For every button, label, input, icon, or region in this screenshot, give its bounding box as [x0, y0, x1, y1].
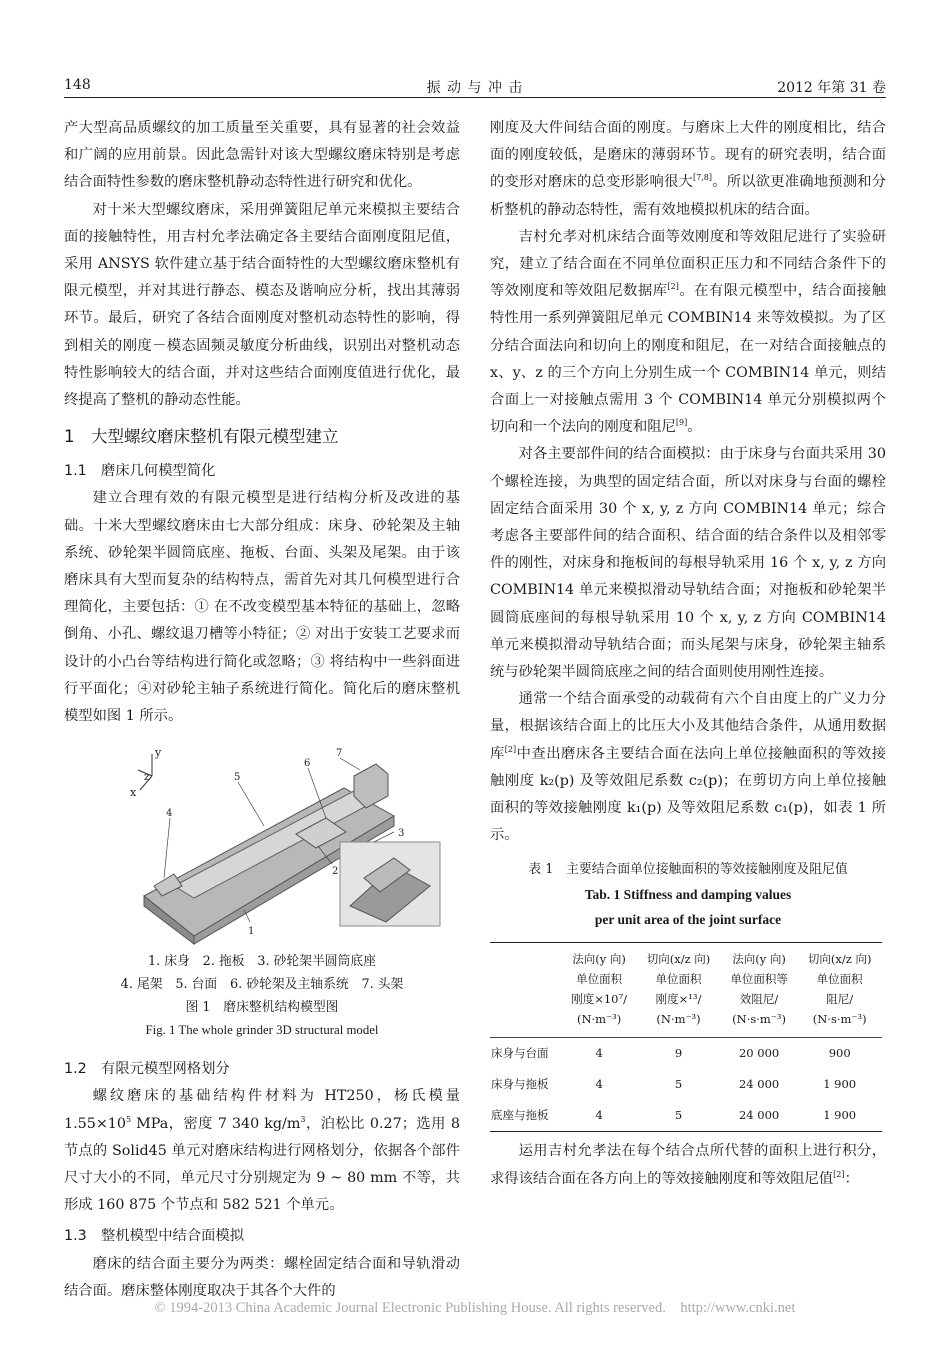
part-label-1: 1: [248, 926, 255, 938]
table-cell: 24 000: [738, 1108, 780, 1123]
table-header-cell: 切向(x/z 向) 单位面积 刚度×¹³/ (N·m⁻³): [646, 952, 711, 1027]
table-cell: 4: [595, 1108, 603, 1123]
table-header-row: [490, 943, 882, 1038]
table-cell: 床身与拖板: [491, 1077, 549, 1092]
table-cell: 4: [595, 1077, 603, 1092]
table-cell: 4: [595, 1046, 603, 1061]
paragraph: 建立合理有效的有限元模型是进行结构分析及改进的基础。十米大型螺纹磨床由七大部分组成：床身、砂轮架及主轴系统、砂轮架半圆筒底座、拖板、台面、头架及尾架。由于该磨床具有大型而复杂的结构特点，需首先对其几何模型进行合理简化，主要包括：① 在不改变模型基本特征的基础上，忽略倒角、小孔、螺纹退刀槽等小特征；② 对出于安装工艺要求而设计的小凸台等结构进行简化或忽略；③ 将结构中一些斜面进行平面化；④对砂轮主轴子系统进行简化。简化后的磨床整机模型如图 1 所示。: [64, 490, 460, 725]
table-row: [490, 1038, 882, 1070]
subsection-heading: 1.1 磨床几何模型简化: [64, 463, 216, 480]
axis-label-x: x: [130, 786, 137, 800]
paragraph: 刚度及大件间结合面的刚度。与磨床上大件的刚度相比，结合面的刚度较低，是磨床的薄弱环节。现有的研究表明，结合面的变形对磨床的总变形影响很大[7,8]。所以欲更准确地预测和分析整机的静动态特性，需有效地模拟机床的结合面。: [490, 120, 886, 218]
part-label-6: 6: [304, 758, 311, 770]
part-label-3: 3: [398, 828, 405, 840]
table-cell: 底座与拖板: [491, 1108, 549, 1123]
table-cell: 5: [674, 1077, 683, 1092]
part-label-4: 4: [166, 808, 173, 820]
table-cell: 9: [674, 1046, 683, 1061]
issue-info: 2012 年第 31 卷: [777, 80, 886, 96]
axis-label-z: z: [144, 770, 150, 784]
paragraph: 吉村允孝对机床结合面等效刚度和等效阻尼进行了实验研究，建立了结合面在不同单位面积正压力和不同结合条件下的等效刚度和等效阻尼数据库[2]。在有限元模型中，结合面接触特性用一系列弹簧阻尼单元 COMBIN14 来等效模拟。为了区分结合面法向和切向上的刚度和阻尼，在一对结合面接触点的 x、y、z 的三个方向上分别生成一个 COMBIN14 单元，则结合面上一对接触点需用 3 个 COMBIN14 单元分别模拟两个切向和一个法向的刚度和阻尼[9]。: [490, 228, 887, 436]
subsection-heading: 1.2 有限元模型网格划分: [64, 1061, 230, 1078]
right-column: [490, 115, 886, 1193]
section-heading: 1 大型螺纹磨床整机有限元模型建立: [64, 427, 339, 447]
page-number: 148: [64, 77, 91, 93]
part-label-7: 7: [336, 748, 343, 760]
table-cell: 1 900: [823, 1077, 857, 1092]
paragraph: 磨床的结合面主要分为两类：螺栓固定结合面和导轨滑动结合面。磨床整体刚度取决于其各个大件的: [64, 1255, 460, 1299]
table-cell: 900: [828, 1046, 851, 1061]
paragraph: 对十米大型螺纹磨床，采用弹簧阻尼单元来模拟主要结合面的接触特性，用吉村允孝法确定各主要结合面刚度阻尼值，采用 ANSYS 软件建立基于结合面特性的大型螺纹磨床整机有限元模型，并对其进行静态、模态及谐响应分析，找出其薄弱环节。最后，研究了各结合面刚度对整机动态特性的影响，得到相关的刚度－模态固频灵敏度分析曲线，识别出对整机动态特性影响较大的结合面，并对这些结合面刚度值进行优化，最终提高了整机的静动态性能。: [64, 201, 460, 409]
table-caption-en: per unit area of the joint surface: [594, 912, 782, 928]
paragraph: 运用吉村允孝法在每个结合点所代替的面积上进行积分，求得该结合面在各方向上的等效接触刚度和等效阻尼值[2]：: [490, 1143, 886, 1187]
axis-label-y: y: [155, 746, 162, 760]
figure-legend: 4. 尾架 5. 台面 6. 砂轮架及主轴系统 7. 头架: [120, 977, 404, 993]
table-row: [490, 1069, 882, 1100]
table-cell: 1 900: [823, 1108, 857, 1123]
table-caption-cn: 表 1 主要结合面单位接触面积的等效接触刚度及阻尼值: [528, 862, 848, 878]
paragraph: 通常一个结合面承受的动载荷有六个自由度上的广义力分量，根据该结合面上的比压大小及其他结合条件，从通用数据库[2]中查出磨床各主要结合面在法向上单位接触面积的等效接触刚度 k₂(p) 及等效阻尼系数 c₂(p)；在剪切方向上单位接触面积的等效接触刚度 k₁(p) 及等效阻尼系数 c₁(p)，如表 1 所示。: [490, 691, 886, 844]
table-header-cell: 法向(y 向) 单位面积等 效阻尼/ (N·s·m⁻³): [730, 952, 788, 1027]
table-row: [490, 1100, 882, 1132]
table-cell: 床身与台面: [491, 1046, 549, 1061]
paragraph: 螺纹磨床的基础结构件材料为 HT250，杨氏模量 $1.55\times 10^5$ MPa，密度 7 340 $kg/m^3$，泊松比 0.27；选用 8 节点的 Solid45 单元对磨床结构进行网格划分，依据各个部件尺寸大小的不同，单元尺寸分别规定为 9 ~ 80 mm 不等，共形成 160 875 个节点和 582 521 个单元。: [64, 1088, 460, 1214]
copyright-footer: © 1994-2013 China Academic Journal Electronic Publishing House. All rights reserved. http://www.cnki.net: [154, 1300, 796, 1316]
table-header-cell: 切向(x/z 向) 单位面积 阻尼/ (N·s·m⁻³): [807, 952, 872, 1027]
table-cell: 20 000: [738, 1046, 780, 1061]
paragraph: 产大型高品质螺纹的加工质量至关重要，具有显著的社会效益和广阔的应用前景。因此急需针对该大型螺纹磨床特别是考虑结合面特性参数的磨床整机静动态特性进行研究和优化。: [64, 120, 460, 191]
table-header-cell: [490, 943, 562, 1038]
left-column: [64, 115, 460, 1305]
table-cell: 24 000: [738, 1077, 780, 1092]
figure-1: [64, 746, 460, 946]
journal-title: 振 动 与 冲 击: [426, 80, 524, 96]
stiffness-table: [490, 942, 882, 1132]
table-header-cell: 法向(y 向) 单位面积 刚度×10⁷/ (N·m⁻³): [571, 952, 627, 1027]
header-rule: [64, 97, 886, 98]
figure-legend: 1. 床身 2. 拖板 3. 砂轮架半圆筒底座: [148, 954, 376, 970]
part-label-2: 2: [332, 866, 339, 878]
subsection-heading: 1.3 整机模型中结合面模拟: [64, 1228, 245, 1245]
grinder-model-image: [64, 746, 460, 946]
figure-caption-cn: 图 1 磨床整机结构模型图: [185, 1000, 339, 1016]
table-cell: 5: [674, 1108, 683, 1123]
paragraph: 对各主要部件间的结合面模拟：由于床身与台面共采用 30 个螺栓连接，为典型的固定结合面，所以对床身与台面的螺栓固定结合面采用 30 个 x, y, z 方向 COMBIN14 单元；综合考虑各主要部件间的结合面积、结合面的结合条件以及相邻零件的刚性，对床身和拖板间的每根导轨采用 16 个 x, y, z 方向 COMBIN14 单元来模拟滑动导轨结合面；对拖板和砂轮架半圆筒底座间的每根导轨采用 10 个 x, y, z 方向 COMBIN14 单元来模拟滑动导轨结合面；而头尾架与床身，砂轮架主轴系统与砂轮架半圆筒底座之间的结合面则使用刚性连接。: [490, 446, 886, 681]
part-label-5: 5: [234, 772, 241, 784]
table-caption-en: Tab. 1 Stiffness and damping values: [584, 887, 792, 903]
figure-caption-en: Fig. 1 The whole grinder 3D structural model: [145, 1023, 379, 1038]
